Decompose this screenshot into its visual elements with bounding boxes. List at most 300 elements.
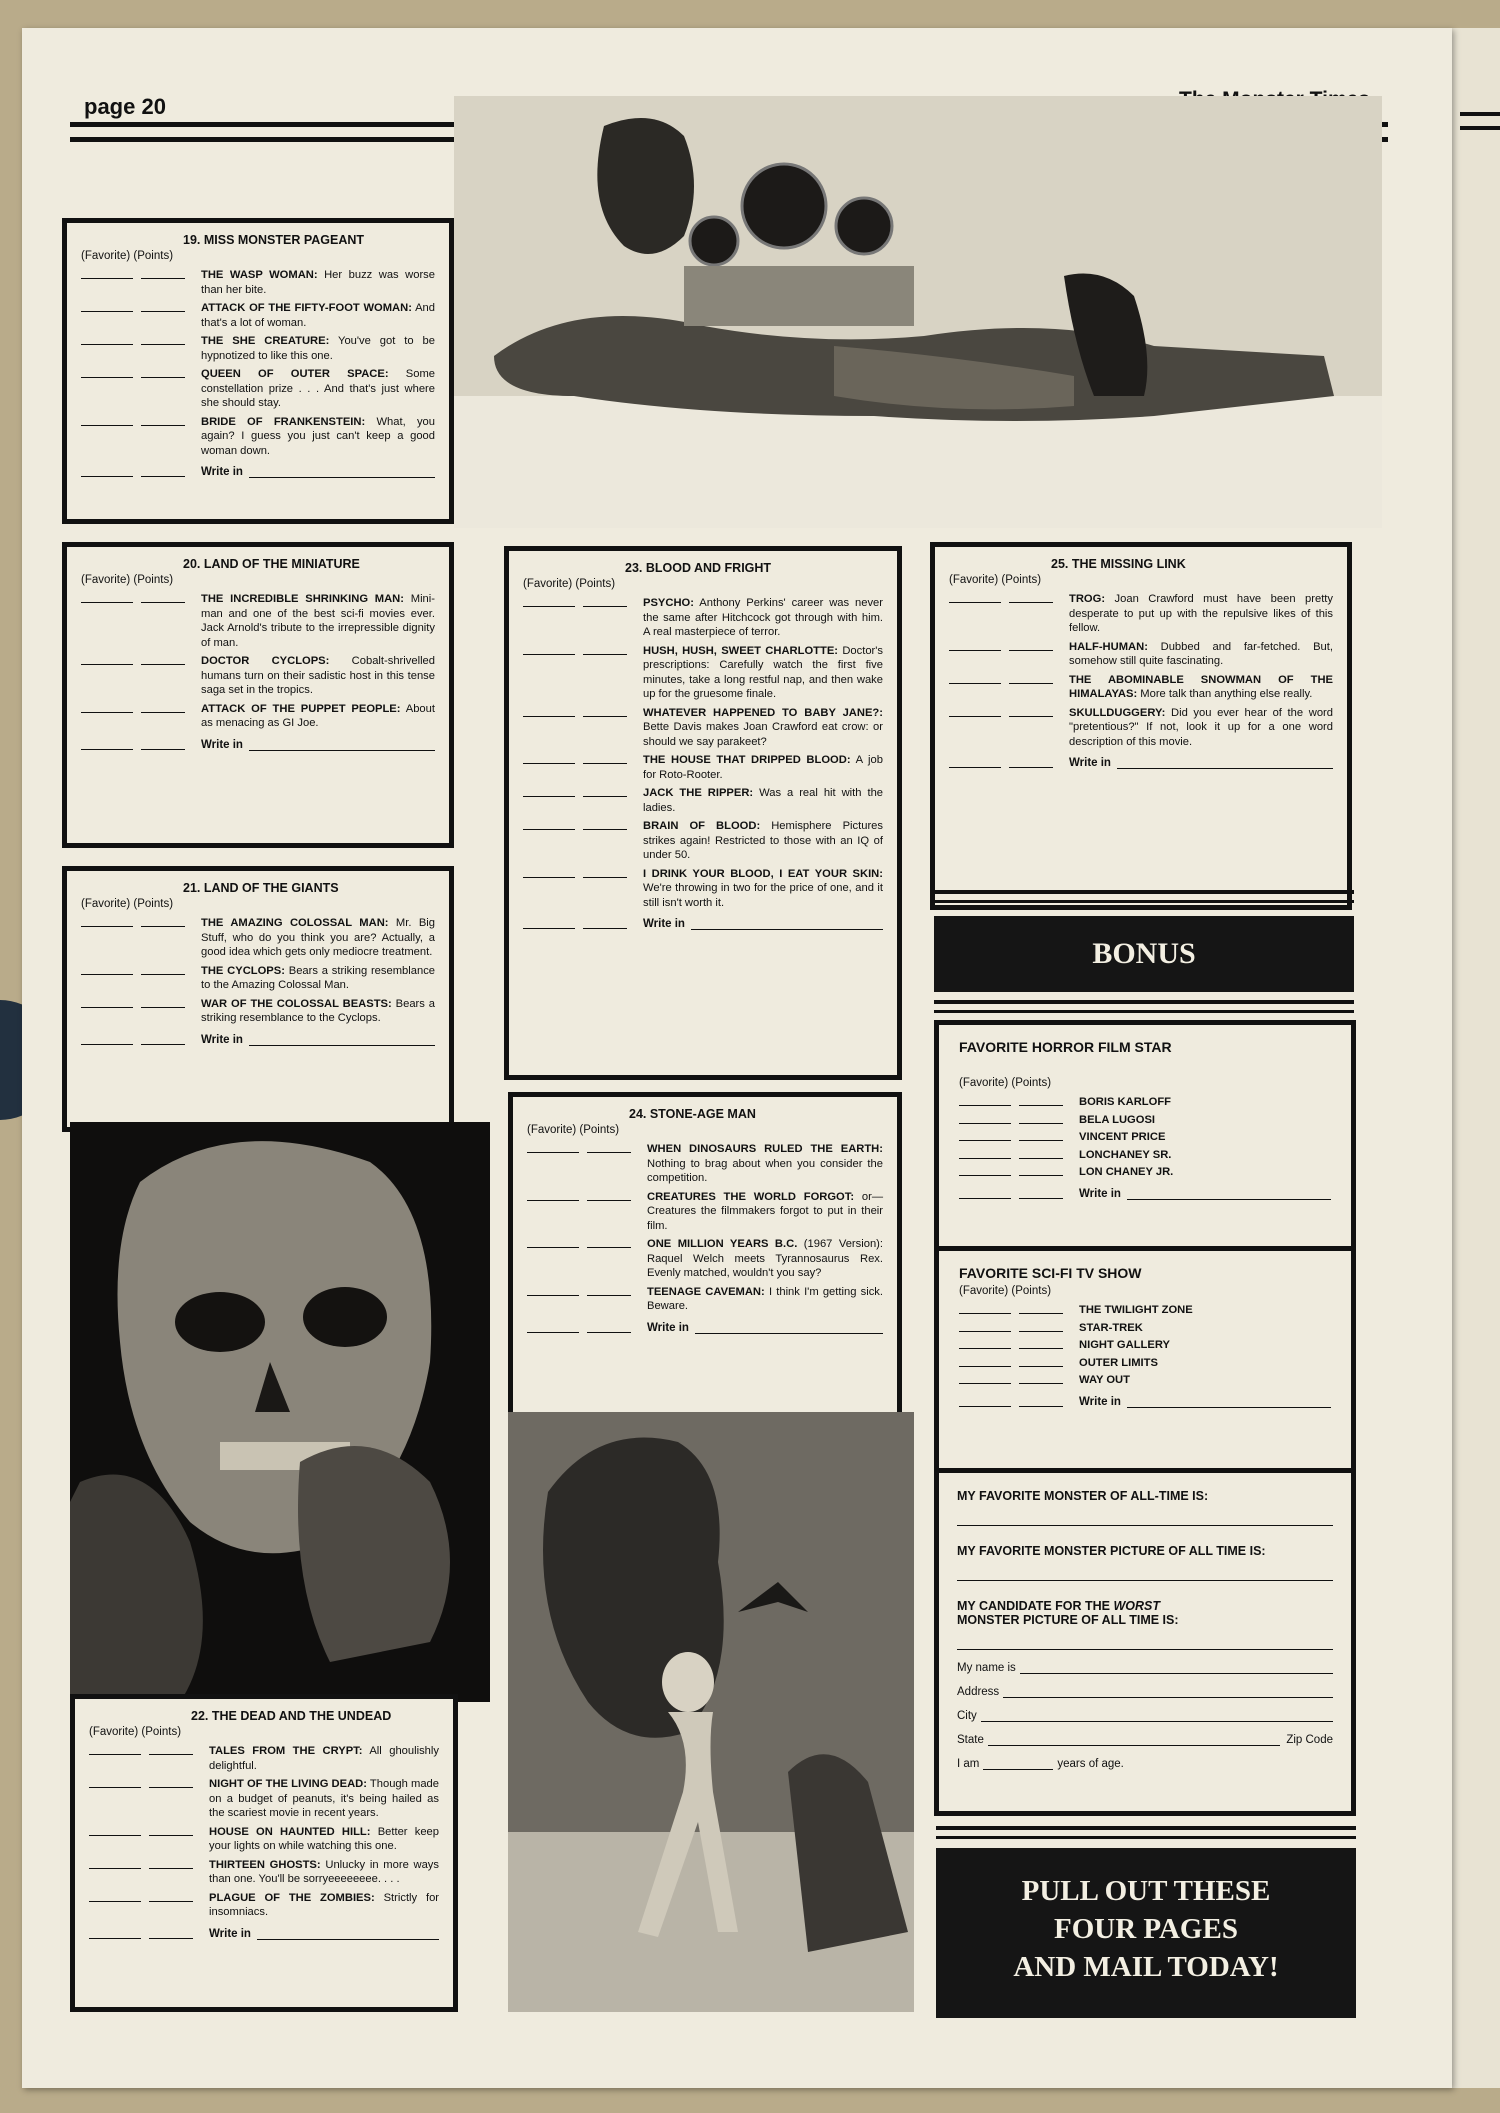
category-title: 20. LAND OF THE MINIATURE bbox=[183, 557, 360, 571]
favorite-blank[interactable] bbox=[527, 1241, 579, 1248]
write-in-label: Write in bbox=[1079, 1187, 1121, 1200]
favorite-blank[interactable] bbox=[523, 600, 575, 607]
points-blank[interactable] bbox=[141, 371, 185, 378]
film-title: BRAIN OF BLOOD: bbox=[643, 820, 761, 832]
star-name: LON CHANEY JR. bbox=[1079, 1166, 1174, 1178]
points-blank[interactable] bbox=[583, 648, 627, 655]
favorite-blank[interactable] bbox=[523, 790, 575, 797]
write-in-row bbox=[523, 918, 883, 930]
points-blank[interactable] bbox=[1019, 1342, 1063, 1349]
favorite-blank[interactable] bbox=[527, 1326, 579, 1333]
ballot-info-box bbox=[934, 1468, 1356, 1816]
ballot-entry bbox=[89, 1777, 439, 1821]
favorite-blank[interactable] bbox=[81, 305, 133, 312]
worst-picture-question bbox=[957, 1599, 1333, 1627]
ballot-entry bbox=[523, 644, 883, 702]
points-blank[interactable] bbox=[583, 922, 627, 929]
ballot-entry bbox=[523, 786, 883, 815]
ballot-entry bbox=[523, 819, 883, 863]
film-title: THE AMAZING COLOSSAL MAN: bbox=[201, 917, 389, 929]
write-in-row bbox=[959, 1188, 1331, 1200]
film-description: A job for Roto-Rooter. bbox=[643, 754, 883, 781]
points-blank[interactable] bbox=[583, 871, 627, 878]
star-entry bbox=[959, 1165, 1331, 1180]
favorite-blank[interactable] bbox=[523, 757, 575, 764]
state-field[interactable] bbox=[988, 1734, 1280, 1746]
ballot-entry bbox=[949, 592, 1333, 636]
film-title: THE INCREDIBLE SHRINKING MAN: bbox=[201, 593, 404, 605]
film-title: TEENAGE CAVEMAN: bbox=[647, 1285, 765, 1298]
favorite-blank[interactable] bbox=[959, 1377, 1011, 1384]
film-description: Though made on a budget of peanuts, it's being hailed as the scariest movie in recent years. bbox=[209, 1778, 439, 1819]
favorite-blank[interactable] bbox=[81, 1001, 133, 1008]
film-description: And that's a lot of woman. bbox=[201, 302, 435, 329]
star-entry bbox=[959, 1113, 1331, 1128]
favorite-blank[interactable] bbox=[523, 823, 575, 830]
ballot-entry bbox=[81, 415, 435, 459]
film-description: or—Creatures the filmmakers forgot to put in their film. bbox=[647, 1190, 884, 1232]
points-blank[interactable] bbox=[583, 600, 627, 607]
film-title: ONE MILLION YEARS B.C. bbox=[647, 1238, 798, 1250]
show-entry bbox=[959, 1356, 1331, 1371]
creature-photo bbox=[454, 96, 1382, 528]
points-blank[interactable] bbox=[141, 470, 185, 477]
points-blank[interactable] bbox=[141, 968, 185, 975]
favorite-blank[interactable] bbox=[81, 470, 133, 477]
category-box-20 bbox=[62, 542, 454, 848]
film-description: (1967 Version): Raquel Welch meets Tyrannosaurus Rex. Evenly matched, wouldn't you say? bbox=[647, 1238, 883, 1279]
film-description: Doctor's prescriptions: Carefully watch the first five minutes, take a long restful nap, and then wake up for the gruesome finale. bbox=[643, 644, 884, 700]
film-description: Her buzz was worse than her bite. bbox=[201, 269, 435, 296]
film-title: THE WASP WOMAN: bbox=[201, 269, 318, 281]
show-name: WAY OUT bbox=[1079, 1374, 1130, 1386]
film-description: Bette Davis makes Joan Crawford eat crow: or should we say parakeet? bbox=[643, 721, 883, 748]
points-col-label: (Points) bbox=[575, 578, 616, 590]
points-col-label: (Points) bbox=[579, 1124, 620, 1136]
column-headers bbox=[81, 574, 435, 586]
age-label: I am bbox=[957, 1758, 980, 1770]
points-col-label: (Points) bbox=[133, 898, 174, 910]
favorite-col-label: (Favorite) bbox=[523, 578, 573, 590]
favorite-blank[interactable] bbox=[81, 596, 133, 603]
favorite-blank[interactable] bbox=[527, 1289, 579, 1296]
favorite-blank[interactable] bbox=[949, 596, 1001, 603]
favorite-blank[interactable] bbox=[959, 1134, 1011, 1141]
address-row bbox=[957, 1686, 1333, 1698]
show-name: THE TWILIGHT ZONE bbox=[1079, 1304, 1193, 1316]
favorite-blank[interactable] bbox=[81, 371, 133, 378]
points-blank[interactable] bbox=[1009, 677, 1053, 684]
favorite-blank[interactable] bbox=[959, 1099, 1011, 1106]
favorite-blank[interactable] bbox=[81, 272, 133, 279]
favorite-blank[interactable] bbox=[89, 1829, 141, 1836]
points-blank[interactable] bbox=[1019, 1360, 1063, 1367]
mail-line-3: AND MAIL TODAY! bbox=[1013, 1951, 1279, 1983]
favorite-blank[interactable] bbox=[523, 871, 575, 878]
column-headers bbox=[81, 250, 435, 262]
film-description: Joan Crawford must have been pretty desperate to put up with the repulsive likes of this fellow. bbox=[1069, 593, 1334, 634]
points-blank[interactable] bbox=[583, 790, 627, 797]
film-description: Better keep your lights on while watching this one. bbox=[209, 1825, 440, 1852]
favorite-blank[interactable] bbox=[81, 658, 133, 665]
ballot-entry bbox=[89, 1891, 439, 1920]
write-in-row bbox=[959, 1396, 1331, 1408]
film-description: Anthony Perkins' career was never the same after Hitchcock got through with him. A real masterpiece of terror. bbox=[643, 597, 883, 638]
ballot-entry bbox=[81, 268, 435, 297]
film-description: We're throwing in two for the price of one, and it still isn't worth it. bbox=[643, 882, 883, 909]
points-col-label: (Points) bbox=[1011, 1285, 1052, 1297]
ballot-entry bbox=[81, 702, 435, 731]
favorite-picture-question: MY FAVORITE MONSTER PICTURE OF ALL TIME IS: bbox=[957, 1544, 1266, 1558]
age-row bbox=[957, 1758, 1333, 1770]
show-entry bbox=[959, 1338, 1331, 1353]
favorite-blank[interactable] bbox=[89, 1895, 141, 1902]
film-title: HALF-HUMAN: bbox=[1069, 640, 1148, 653]
page-number: page 20 bbox=[84, 94, 166, 119]
ballot-entry bbox=[949, 706, 1333, 750]
zip-label: Zip Code bbox=[1286, 1734, 1333, 1746]
category-title: 23. BLOOD AND FRIGHT bbox=[625, 561, 772, 575]
category-title: 25. THE MISSING LINK bbox=[1051, 557, 1186, 571]
city-field[interactable] bbox=[981, 1710, 1333, 1722]
points-blank[interactable] bbox=[1019, 1134, 1063, 1141]
film-title: JACK THE RIPPER: bbox=[643, 787, 754, 799]
film-description: Bears a striking resemblance to the Amazing Colossal Man. bbox=[201, 964, 436, 991]
film-title: CREATURES THE WORLD FORGOT: bbox=[647, 1190, 855, 1203]
show-entry bbox=[959, 1373, 1331, 1388]
film-description: I think I'm getting sick. Beware. bbox=[647, 1285, 883, 1312]
write-in-line[interactable] bbox=[1127, 1188, 1331, 1200]
points-blank[interactable] bbox=[141, 920, 185, 927]
write-in-label: Write in bbox=[643, 918, 685, 930]
mail-banner bbox=[936, 1848, 1356, 2018]
state-label: State bbox=[957, 1734, 984, 1746]
favorite-col-label: (Favorite) bbox=[81, 574, 131, 586]
ballot-entry bbox=[89, 1858, 439, 1887]
points-blank[interactable] bbox=[583, 710, 627, 717]
favorite-blank[interactable] bbox=[89, 1781, 141, 1788]
points-blank[interactable] bbox=[587, 1194, 631, 1201]
favorite-blank[interactable] bbox=[949, 677, 1001, 684]
bonus-rule-top bbox=[934, 890, 1354, 903]
film-title: THE HOUSE THAT DRIPPED BLOOD: bbox=[643, 754, 851, 766]
category-title: 21. LAND OF THE GIANTS bbox=[183, 881, 339, 895]
film-description: Cobalt-shrivelled humans turn on their sadistic host in this tense saga set in the tropics. bbox=[201, 655, 435, 696]
horror-star-title: FAVORITE HORROR FILM STAR bbox=[959, 1039, 1172, 1055]
category-title: 19. MISS MONSTER PAGEANT bbox=[183, 233, 365, 247]
film-title: ATTACK OF THE FIFTY-FOOT WOMAN: bbox=[201, 302, 412, 314]
write-in-label: Write in bbox=[209, 1927, 251, 1940]
points-blank[interactable] bbox=[1019, 1099, 1063, 1106]
points-blank[interactable] bbox=[141, 596, 185, 603]
write-in-row bbox=[81, 1034, 435, 1046]
star-entry bbox=[959, 1148, 1331, 1163]
scifi-tv-box bbox=[934, 1246, 1356, 1474]
bonus-rule-bottom bbox=[934, 1000, 1354, 1013]
points-col-label: (Points) bbox=[1001, 574, 1042, 586]
favorite-blank[interactable] bbox=[89, 1932, 141, 1939]
mail-line-1: PULL OUT THESE bbox=[1021, 1875, 1271, 1907]
favorite-blank[interactable] bbox=[81, 743, 133, 750]
ballot-entry bbox=[523, 706, 883, 750]
favorite-col-label: (Favorite) bbox=[81, 250, 131, 262]
film-title: THE CYCLOPS: bbox=[201, 964, 285, 977]
film-title: WAR OF THE COLOSSAL BEASTS: bbox=[201, 997, 392, 1010]
ballot-entry bbox=[89, 1825, 439, 1854]
points-blank[interactable] bbox=[1009, 761, 1053, 768]
favorite-col-label: (Favorite) bbox=[949, 574, 999, 586]
ballot-entry bbox=[527, 1190, 883, 1234]
write-in-row bbox=[949, 757, 1333, 769]
points-blank[interactable] bbox=[1009, 596, 1053, 603]
favorite-blank[interactable] bbox=[527, 1194, 579, 1201]
points-blank[interactable] bbox=[1019, 1117, 1063, 1124]
write-in-line[interactable] bbox=[1117, 757, 1333, 769]
category-box-24 bbox=[508, 1092, 902, 1422]
city-row bbox=[957, 1710, 1333, 1722]
write-in-label: Write in bbox=[201, 466, 243, 478]
points-blank[interactable] bbox=[141, 272, 185, 279]
points-blank[interactable] bbox=[583, 823, 627, 830]
favorite-blank[interactable] bbox=[81, 920, 133, 927]
favorite-blank[interactable] bbox=[81, 706, 133, 713]
bonus-banner: BONUS bbox=[934, 916, 1354, 992]
favorite-picture-line[interactable] bbox=[957, 1566, 1333, 1581]
star-name: LONCHANEY SR. bbox=[1079, 1148, 1172, 1161]
name-row bbox=[957, 1662, 1333, 1674]
address-field[interactable] bbox=[1003, 1686, 1333, 1698]
city-label: City bbox=[957, 1710, 977, 1722]
ballot-entry bbox=[81, 916, 435, 960]
favorite-col-label: (Favorite) bbox=[81, 898, 131, 910]
ballot-entry bbox=[81, 964, 435, 993]
film-description: Nothing to brag about when you consider the competition. bbox=[647, 1157, 883, 1184]
category-box-21 bbox=[62, 866, 454, 1132]
points-blank[interactable] bbox=[1019, 1400, 1063, 1407]
points-blank[interactable] bbox=[1009, 710, 1053, 717]
favorite-blank[interactable] bbox=[949, 761, 1001, 768]
film-title: PLAGUE OF THE ZOMBIES: bbox=[209, 1891, 375, 1904]
address-label: Address bbox=[957, 1686, 1000, 1698]
favorite-blank[interactable] bbox=[959, 1360, 1011, 1367]
show-entry bbox=[959, 1321, 1331, 1336]
favorite-blank[interactable] bbox=[959, 1117, 1011, 1124]
film-title: I DRINK YOUR BLOOD, I EAT YOUR SKIN: bbox=[643, 867, 883, 880]
ballot-entry bbox=[527, 1285, 883, 1314]
favorite-blank[interactable] bbox=[949, 710, 1001, 717]
points-blank[interactable] bbox=[1019, 1192, 1063, 1199]
category-box-22 bbox=[70, 1694, 458, 2012]
favorite-blank[interactable] bbox=[959, 1192, 1011, 1199]
favorite-blank[interactable] bbox=[959, 1325, 1011, 1332]
points-blank[interactable] bbox=[141, 658, 185, 665]
points-blank[interactable] bbox=[141, 338, 185, 345]
points-blank[interactable] bbox=[141, 706, 185, 713]
worst-picture-line[interactable] bbox=[957, 1635, 1333, 1650]
film-title: TROG: bbox=[1069, 593, 1106, 605]
ballot-entry bbox=[81, 997, 435, 1026]
points-col-label: (Points) bbox=[141, 1726, 182, 1738]
film-description: Was a real hit with the ladies. bbox=[643, 787, 884, 814]
film-title: BRIDE OF FRANKENSTEIN: bbox=[201, 415, 366, 428]
film-title: WHATEVER HAPPENED TO BABY JANE?: bbox=[643, 706, 883, 719]
film-description: All ghoulishly delightful. bbox=[209, 1745, 439, 1772]
write-in-line[interactable] bbox=[1127, 1396, 1331, 1408]
show-entry bbox=[959, 1303, 1331, 1318]
points-blank[interactable] bbox=[587, 1289, 631, 1296]
favorite-col-label: (Favorite) bbox=[959, 1285, 1009, 1297]
points-blank[interactable] bbox=[1009, 644, 1053, 651]
film-description: What, you again? I guess you just can't keep a good woman down. bbox=[201, 415, 435, 457]
column-headers bbox=[81, 898, 435, 910]
favorite-col-label: (Favorite) bbox=[89, 1726, 139, 1738]
points-blank[interactable] bbox=[149, 1829, 193, 1836]
points-blank[interactable] bbox=[149, 1862, 193, 1869]
film-description: Did you ever hear of the word "pretentious?" If not, look it up for a one word description of this movie. bbox=[1069, 706, 1334, 748]
points-blank[interactable] bbox=[141, 1038, 185, 1045]
ballot-entry bbox=[527, 1142, 883, 1186]
film-description: You've got to be hypnotized to like this one. bbox=[201, 335, 435, 362]
points-blank[interactable] bbox=[1019, 1152, 1063, 1159]
points-blank[interactable] bbox=[141, 1001, 185, 1008]
write-in-label: Write in bbox=[201, 1033, 243, 1046]
write-in-line[interactable] bbox=[249, 466, 435, 478]
film-description: Mini-man and one of the best sci-fi movies ever. Jack Arnold's tribute to the irrepressible dignity of man. bbox=[201, 593, 435, 649]
film-title: WHEN DINOSAURS RULED THE EARTH: bbox=[647, 1143, 883, 1155]
write-in-line[interactable] bbox=[691, 918, 883, 930]
favorite-blank[interactable] bbox=[81, 338, 133, 345]
column-headers bbox=[949, 574, 1333, 586]
film-title: THIRTEEN GHOSTS: bbox=[209, 1858, 321, 1871]
age-suffix: years of age. bbox=[1057, 1758, 1124, 1770]
favorite-blank[interactable] bbox=[81, 968, 133, 975]
points-blank[interactable] bbox=[1019, 1377, 1063, 1384]
points-blank[interactable] bbox=[587, 1146, 631, 1153]
points-blank[interactable] bbox=[141, 305, 185, 312]
write-in-row bbox=[89, 1928, 439, 1940]
favorite-blank[interactable] bbox=[949, 644, 1001, 651]
mail-line-2: FOUR PAGES bbox=[1054, 1913, 1238, 1945]
star-entry bbox=[959, 1130, 1331, 1145]
age-field[interactable] bbox=[983, 1758, 1053, 1770]
ballot-entry bbox=[81, 301, 435, 330]
points-blank[interactable] bbox=[1019, 1325, 1063, 1332]
favorite-blank[interactable] bbox=[81, 1038, 133, 1045]
favorite-blank[interactable] bbox=[523, 710, 575, 717]
ballot-entry bbox=[89, 1744, 439, 1773]
write-in-row bbox=[81, 739, 435, 751]
film-description: Strictly for insomniacs. bbox=[209, 1891, 440, 1918]
film-title: QUEEN OF OUTER SPACE: bbox=[201, 368, 389, 380]
write-in-row bbox=[81, 466, 435, 478]
ballot-entry bbox=[523, 867, 883, 911]
favorite-blank[interactable] bbox=[523, 922, 575, 929]
points-blank[interactable] bbox=[149, 1895, 193, 1902]
favorite-blank[interactable] bbox=[81, 419, 133, 426]
favorite-monster-line[interactable] bbox=[957, 1511, 1333, 1526]
state-row bbox=[957, 1734, 1333, 1746]
film-title: SKULLDUGGERY: bbox=[1069, 706, 1166, 719]
write-in-line[interactable] bbox=[257, 1928, 439, 1940]
points-blank[interactable] bbox=[141, 419, 185, 426]
points-blank[interactable] bbox=[149, 1748, 193, 1755]
film-title: ATTACK OF THE PUPPET PEOPLE: bbox=[201, 702, 401, 715]
film-title: HUSH, HUSH, SWEET CHARLOTTE: bbox=[643, 644, 839, 657]
write-in-label: Write in bbox=[201, 738, 243, 751]
film-description: Dubbed and far-fetched. But, somehow still quite fascinating. bbox=[1069, 640, 1333, 667]
favorite-blank[interactable] bbox=[959, 1342, 1011, 1349]
points-blank[interactable] bbox=[583, 757, 627, 764]
favorite-col-label: (Favorite) bbox=[959, 1077, 1009, 1089]
points-blank[interactable] bbox=[149, 1932, 193, 1939]
points-blank[interactable] bbox=[1019, 1169, 1063, 1176]
column-headers bbox=[523, 578, 883, 590]
film-description: Some constellation prize . . . And that's just where she should stay. bbox=[201, 368, 435, 409]
favorite-col-label: (Favorite) bbox=[527, 1124, 577, 1136]
favorite-blank[interactable] bbox=[959, 1400, 1011, 1407]
write-in-line[interactable] bbox=[249, 1034, 435, 1046]
write-in-line[interactable] bbox=[249, 739, 435, 751]
write-in-label: Write in bbox=[647, 1321, 689, 1334]
favorite-blank[interactable] bbox=[959, 1152, 1011, 1159]
category-box-19 bbox=[62, 218, 454, 524]
column-headers bbox=[527, 1124, 883, 1136]
show-name: STAR-TREK bbox=[1079, 1321, 1143, 1334]
film-description: About as menacing as GI Joe. bbox=[201, 702, 435, 729]
ballot-entry bbox=[527, 1237, 883, 1281]
show-name: NIGHT GALLERY bbox=[1079, 1339, 1170, 1351]
name-field[interactable] bbox=[1020, 1662, 1333, 1674]
mail-rule bbox=[936, 1826, 1356, 1839]
film-title: PSYCHO: bbox=[643, 597, 694, 609]
film-title: THE SHE CREATURE: bbox=[201, 335, 330, 347]
show-name: OUTER LIMITS bbox=[1079, 1356, 1158, 1369]
star-name: BELA LUGOSI bbox=[1079, 1113, 1156, 1126]
star-name: VINCENT PRICE bbox=[1079, 1131, 1166, 1143]
horror-star-box bbox=[934, 1020, 1356, 1260]
points-blank[interactable] bbox=[587, 1241, 631, 1248]
write-in-line[interactable] bbox=[695, 1322, 883, 1334]
magazine-page bbox=[22, 28, 1452, 2088]
favorite-blank[interactable] bbox=[89, 1748, 141, 1755]
adjacent-page-rule bbox=[1460, 112, 1500, 130]
film-title: TALES FROM THE CRYPT: bbox=[209, 1745, 363, 1757]
scifi-tv-title: FAVORITE SCI-FI TV SHOW bbox=[959, 1265, 1142, 1281]
favorite-blank[interactable] bbox=[959, 1169, 1011, 1176]
ballot-entry bbox=[523, 596, 883, 640]
dinosaur-poster-photo bbox=[508, 1412, 914, 2012]
ballot-entry bbox=[81, 334, 435, 363]
column-headers bbox=[959, 1077, 1331, 1089]
name-label: My name is bbox=[957, 1662, 1016, 1674]
skull-creature-photo bbox=[70, 1122, 490, 1702]
write-in-label: Write in bbox=[1069, 757, 1111, 769]
write-in-label: Write in bbox=[1079, 1395, 1121, 1408]
points-col-label: (Points) bbox=[1011, 1077, 1052, 1089]
points-blank[interactable] bbox=[1019, 1307, 1063, 1314]
favorite-blank[interactable] bbox=[959, 1307, 1011, 1314]
write-in-row bbox=[527, 1322, 883, 1334]
ballot-entry bbox=[81, 367, 435, 411]
points-blank[interactable] bbox=[141, 743, 185, 750]
film-title: NIGHT OF THE LIVING DEAD: bbox=[209, 1778, 367, 1790]
favorite-blank[interactable] bbox=[89, 1862, 141, 1869]
ballot-entry bbox=[523, 753, 883, 782]
points-blank[interactable] bbox=[149, 1781, 193, 1788]
favorite-blank[interactable] bbox=[523, 648, 575, 655]
favorite-blank[interactable] bbox=[527, 1146, 579, 1153]
points-blank[interactable] bbox=[587, 1326, 631, 1333]
